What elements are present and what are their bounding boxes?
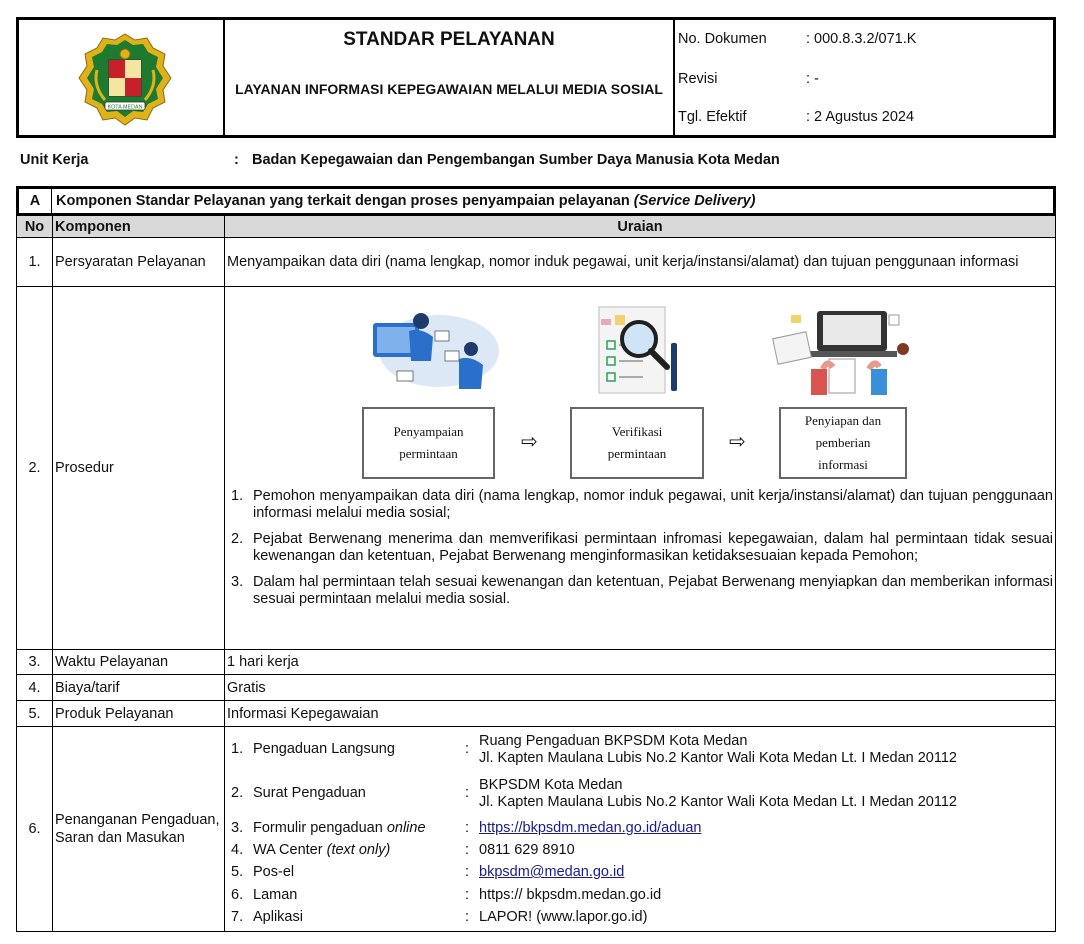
- svg-text:KOTA MEDAN: KOTA MEDAN: [107, 104, 143, 111]
- verification-illustration: [587, 301, 687, 401]
- complaint-channels: 1. Pengaduan Langsung : Ruang Pengaduan BKPSDM Kota Medan Jl. Kapten Maulana Lubis No.2 Kantor Wali Kota Medan Lt. I Medan 20112 2. Surat Pengaduan : BKPSDM Kota Medan Jl. Kapten Maulana Lubis No.2 Kantor Wali Kota Medan Lt. I Medan 20112 3. Formulir pengaduan online : https://bkpsdm.medan.go.id/aduan 4. WA Center (text only) : 0811 629 8910 5. Pos-el : bkpsdm@medan.go.id 6. Laman : https:// bkpsdm.medan.go.id 7. Aplikasi : LAPOR! (www.lapor.go.id): [231, 733, 957, 925]
- section-title: Komponen Standar Pelayanan yang terkait dengan proses penyampaian pelayanan (Service Delivery): [56, 193, 756, 209]
- service-title: LAYANAN INFORMASI KEPEGAWAIAN MELALUI MEDIA SOSIAL: [235, 81, 663, 97]
- procedure-step: 1. Pemohon menyampaikan data diri (nama lengkap, nomor induk pegawai, unit kerja/instansi/alamat) dan tujuan penggunaan informasi melalui media sosial;: [231, 488, 1053, 521]
- row-component: Persyaratan Pelayanan: [53, 238, 225, 286]
- row-number: 1.: [17, 238, 53, 286]
- row-number: 2.: [17, 287, 53, 649]
- flow-step-1: Penyampaian permintaan: [362, 407, 495, 479]
- procedure-cell: [225, 287, 1055, 649]
- section-a-header: [16, 186, 1056, 216]
- flow-step-3: Penyiapan dan pemberian informasi: [779, 407, 907, 479]
- medan-emblem-icon: [75, 30, 175, 128]
- email-link[interactable]: bkpsdm@medan.go.id: [479, 864, 625, 880]
- meta-cell: No. Dokumen : 000.8.3.2/071.K Revisi : - Tgl. Efektif : 2 Agustus 2024: [678, 31, 917, 125]
- procedure-step: 2. Pejabat Berwenang menerima dan memverifikasi permintaan infromasi kepegawaian, dalam hal permintaan tidak sesuai kewenangan dan ketentuan, Pejabat Berwenang menginformasikan ketidaksesuaian kepada Pemohon;: [231, 531, 1053, 564]
- flow-arrow-icon: ⇨: [521, 431, 538, 453]
- service-standard-table: [16, 186, 1056, 932]
- procedure-list: [225, 488, 1053, 617]
- col-no: No: [17, 216, 53, 237]
- table-row: [16, 701, 1056, 727]
- col-uraian: Uraian: [617, 218, 663, 235]
- logo-cell: [19, 20, 225, 135]
- row-component: Prosedur: [53, 287, 225, 649]
- flow-step-2: Verifikasi permintaan: [570, 407, 704, 479]
- row-number: 4.: [17, 675, 53, 700]
- aduan-link[interactable]: https://bkpsdm.medan.go.id/aduan: [479, 820, 702, 836]
- row-description: Informasi Kepegawaian: [227, 705, 379, 722]
- table-row: [16, 650, 1056, 675]
- row-number: 3.: [17, 650, 53, 674]
- row-number: 5.: [17, 701, 53, 726]
- document-title: STANDAR PELAYANAN: [343, 29, 555, 50]
- row-component: Penanganan Pengaduan, Saran dan Masukan: [53, 727, 225, 931]
- table-header-row: [16, 216, 1056, 238]
- table-row-complaints: [16, 727, 1056, 932]
- table-row: [16, 238, 1056, 287]
- title-cell: [225, 20, 675, 135]
- row-component: Waktu Pelayanan: [53, 650, 225, 674]
- online-request-illustration: [361, 301, 501, 401]
- row-component: Biaya/tarif: [53, 675, 225, 700]
- table-row: [16, 675, 1056, 701]
- col-komponen: Komponen: [53, 216, 225, 237]
- flow-arrow-icon: ⇨: [729, 431, 746, 453]
- row-description: Menyampaikan data diri (nama lengkap, nomor induk pegawai, unit kerja/instansi/alamat) dan tujuan penggunaan informasi: [227, 253, 1019, 270]
- row-description: 1 hari kerja: [227, 654, 299, 670]
- row-description: Gratis: [227, 679, 266, 696]
- information-preparation-illustration: [767, 307, 917, 397]
- section-letter: A: [19, 189, 52, 213]
- table-row-procedure: [16, 287, 1056, 650]
- row-component: Produk Pelayanan: [53, 701, 225, 726]
- procedure-step: 3. Dalam hal permintaan telah sesuai kewenangan dan ketentuan, Pejabat Berwenang menyiapkan dan memberikan informasi sesuai permintaan melalui media sosial.: [231, 574, 1053, 607]
- document-header: [16, 17, 1056, 138]
- row-number: 6.: [17, 727, 53, 931]
